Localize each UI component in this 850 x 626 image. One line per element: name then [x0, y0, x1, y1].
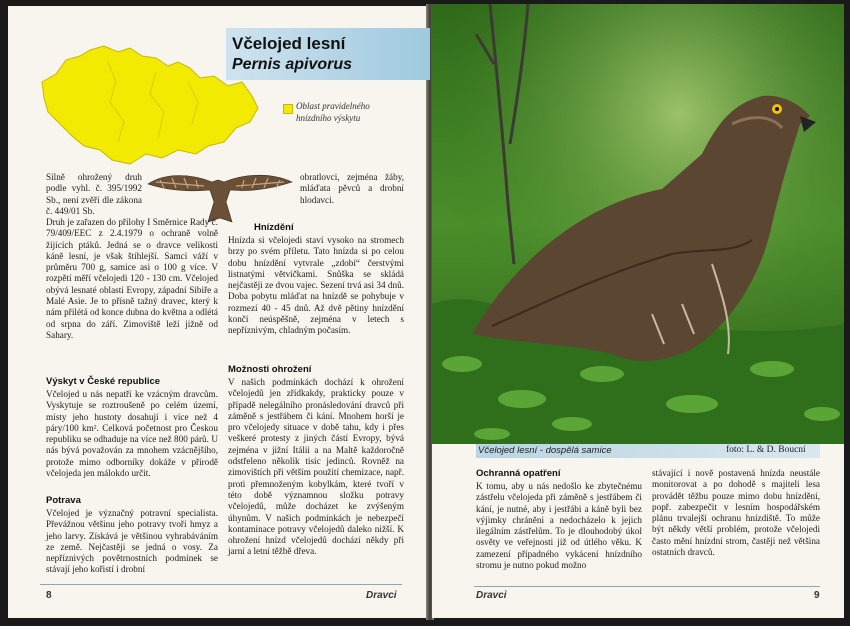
text-vyskyt: Včelojed u nás nepatří ke vzácným dravcům. Vyskytuje se roztroušeně po celém území, místy jeho hustoty dosahují i více než 4 páry/100 km². Celková početnost pro Českou republiku se odhaduje na více než 800 párů. U nás bývá považován za mnohem vzácnějšího, protože mimo odborníky dokáže v přírodě včelojeda jen málokdo určit. — [46, 389, 218, 479]
heading-vyskyt: Výskyt v České republice — [46, 376, 161, 387]
footer-rule-left — [40, 584, 402, 585]
text-ochrana-col2: stávající i nově postavená hnízda neustále monitorovat a po dohodě s majiteli lesa provádět těžbu pouze mimo dobu hnízdění, popř. zabezpečit v lesním hospodářském plánu trvalejší ochranu hnízdiště. To může být někdy větší problém, protože včelojedi často mění hnízdní strom, častěji než většina ostatních dravců. — [652, 468, 820, 558]
text-potrava: Včelojed je význačný potravní specialista. Převážnou většinu jeho potravy tvoří hmyz a jeho larvy. Získává je většinou vyhrabáváním ze země. Nejčastěji se jedná o vosy. Za nepříznivých povětrnostních podmínek se stávají jeho kořistí i drobní — [46, 508, 218, 575]
intro-text-col1: Druh je zařazen do přílohy I Směrnice Rady č. 79/409/EEC z 2.4.1979 o ochraně volně žijících ptáků. Jedná se o dravce velikosti káně lesní, je však štíhlejší. Samci váží v průměru 700 g, samice asi o 100 g více. V rozpětí měří včelojedi 120 - 130 cm. Včelojed obývá lesnaté oblasti Evropy, západní Sibiře a Malé Asie. Je to přísně tažný dravec, který k nám přilétá od konce dubna do května a odlétá od srpna do září. Zimoviště leží jižně od Sahary. — [46, 217, 218, 340]
legend-swatch — [283, 104, 293, 114]
text-col2-top: obratlovci, zejména žáby, mláďata pěvců a drobní hlodavci. — [300, 172, 404, 205]
intro-text-col1-top: Silně ohrožený druh podle vyhl. č. 395/1992 Sb., není zvěří dle zákona č. 449/01 Sb. — [46, 172, 142, 216]
heading-ochrana: Ochranná opatření — [476, 468, 561, 479]
photo-credit: foto: L. & D. Boucní — [726, 445, 806, 455]
text-hnizdeni: Hnízda si včelojedi staví vysoko na stromech brzy po svém příletu. Tato hnízda si po celou dobu hnízdění vytvrale „zdobí“ čerstvými listnatými větvičkami. Snůška se skládá nejčastěji ze dvou vajec. Sezení trvá asi 34 dnů. Doba pobytu mláďat na hnízdě se pohybuje v rozmezí 40 - 45 dnů. Až dvě pětiny hnízdění končí neúspěšně, zejména v letech s nepříznivým, chladným počasím. — [228, 235, 404, 336]
heading-hnizdeni: Hnízdění — [254, 222, 294, 233]
footer-label-right: Dravci — [476, 590, 507, 601]
honey-buzzard-photo — [432, 4, 844, 444]
page-number-left: 8 — [46, 590, 52, 601]
czech-map-distribution — [38, 42, 264, 172]
heading-moznosti: Možnosti ohrožení — [228, 364, 312, 375]
page-number-right: 9 — [814, 590, 820, 601]
species-latin-name: Pernis apivorus — [232, 56, 353, 73]
species-title: Včelojed lesní — [232, 34, 346, 53]
legend-label: Oblast pravidelného hnízdního výskytu — [296, 101, 370, 123]
text-moznosti: V našich podmínkách dochází k ohrožení včelojedů jen zřídkakdy, prakticky pouze v případě nelegálního pronásledování dravců při záměně s jestřábem či kání. Mnohem horší je pro včelojedy situace v době tahu, kdy i přes veškeré protesty z jiných částí Evropy, bývá zejména v jižní Itálii a na Maltě každoročně odstřeleno několik tisíc jedinců. Rovněž na zimovištích při větším použití chemizace, např. proti přemnoženým kobylkám, které tvoří v této době významnou složku potravy včelojedů, může docházet ke zvýšeným úhynům. V našich podmínkách je nebezpečí kontaminace potravy včelojedů daleko nižší. K ohrožení hnízd včelojedů dochází někdy při jarní a letní těžbě dřeva. — [228, 377, 404, 557]
heading-potrava: Potrava — [46, 495, 81, 506]
photo-caption: Včelojed lesní - dospělá samice — [478, 445, 612, 456]
footer-rule-right — [474, 586, 820, 587]
text-ochrana: K tomu, aby u nás nedošlo ke zbytečnému zástřelu včelojeda při záměně s jestřábem či kání, je nutné, aby i jestřábi a káně byli bez výjimky chráněni a nedocházelo k jejich ilegálním zástřelům. To je dlouhodobý úkol osvěty ve veřejnosti již od útlého věku. K zamezení případného vykácení hnízdního stromu je nutno pokud možno — [476, 481, 642, 571]
footer-label-left: Dravci — [366, 590, 397, 601]
